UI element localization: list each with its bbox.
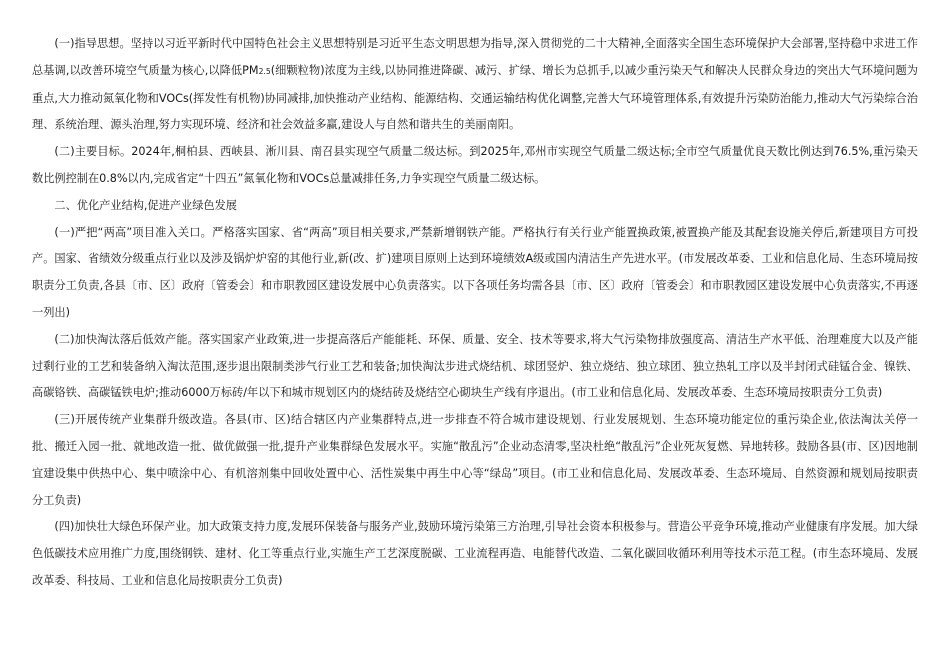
pm-subscript: 2.5 xyxy=(258,66,271,76)
section-heading: 二、优化产业结构,促进产业绿色发展 xyxy=(54,198,237,212)
paragraph-strict-access: (一)严把“两高”项目准入关口。严格落实国家、省“两高”项目相关要求,严禁新增钢铁产能。严格执行有关行业产能置换政策,被置换产能及其配套设施关停后,新建项目方可投产。国家、省绩效分级重点行业以及涉及锅炉炉窑的其他行业,新(改、扩)建项目原则上达到环境绩效A级或国内清洁生产先进水平。(市发展改革委、工业和信息化局、生态环境局按职责分工负责,各县〔市、区〕政府〔管委会〕和市职教园区建设发展中心负责落实。以下各项任务均需各县〔市、区〕政府〔管委会〕和市职教园区建设发展中心负责落实,不再逐一列出) xyxy=(32,225,918,319)
paragraph-industry-clusters: (三)开展传统产业集群升级改造。各县(市、区)结合辖区内产业集群特点,进一步排查不符合城市建设规划、行业发展规划、生态环境功能定位的重污染企业,依法淘汰关停一批、搬迁入园一批、就地改造一批、做优做强一批,提升产业集群绿色发展水平。实施“散乱污”企业动态清零,坚决杜绝“散乱污”企业死灰复燃、异地转移。鼓励各县(市、区)因地制宜建设集中供热中心、集中喷涂中心、有机溶剂集中回收处置中心、活性炭集中再生中心等“绿岛”项目。(市工业和信息化局、发展改革委、生态环境局、自然资源和规划局按职责分工负责) xyxy=(32,413,918,507)
paragraph-guiding-ideology xyxy=(32,31,918,139)
paragraph-eliminate-capacity: (二)加快淘汰落后低效产能。落实国家产业政策,进一步提高落后产能能耗、环保、质量、安全、技术等要求,将大气污染物排放强度高、清洁生产水平低、治理难度大以及产能过剩行业的工艺和装备纳入淘汰范围,逐步退出限制类涉气行业工艺和装备;加快淘汰步进式烧结机、球团竖炉、独立烧结、独立球团、独立热轧工序以及半封闭式硅锰合金、镍铁、高碳铬铁、高碳锰铁电炉;推动6000万标砖/年以下和城市规划区内的烧结砖及烧结空心砌块生产线有序退出。(市工业和信息化局、发展改革委、生态环境局按职责分工负责) xyxy=(32,332,918,400)
guiding-ideology-text-after: (细颗粒物)浓度为主线,以协同推进降碳、减污、扩绿、增长为总抓手,以减少重污染天气和解决人民群众身边的突出大气环境问题为重点,大力推动氮氧化物和VOCs(挥发性有机物)协同减排,加快推动产业结构、能源结构、交通运输结构优化调整,完善大气环境管理体系,有效提升污染防治能力,推动大气污染综合治理、系统治理、源头治理,努力实现环境、经济和社会效益多赢,建设人与自然和谐共生的美丽南阳。 xyxy=(32,63,918,132)
paragraph-main-targets: (二)主要目标。2024年,桐柏县、西峡县、淅川县、南召县实现空气质量二级达标。到2025年,邓州市实现空气质量二级达标;全市空气质量优良天数比例达到76.5%,重污染天数比例控制在0.8%以内,完成省定“十四五”氮氧化物和VOCs总量减排任务,力争实现空气质量二级达标。 xyxy=(32,145,918,185)
paragraph-green-industry: (四)加快壮大绿色环保产业。加大政策支持力度,发展环保装备与服务产业,鼓励环境污染第三方治理,引导社会资本积极参与。营造公平竞争环境,推动产业健康有序发展。加大绿色低碳技术应用推广力度,围绕钢铁、建材、化工等重点行业,实施生产工艺深度脱碳、工业流程再造、电能替代改造、二氧化碳回收循环利用等技术示范工程。(市生态环境局、发展改革委、科技局、工业和信息化局按职责分工负责) xyxy=(32,520,918,587)
guiding-ideology-text-before: (一)指导思想。坚持以习近平新时代中国特色社会主义思想特别是习近平生态文明思想为指导,深入贯彻党的二十大精神,全面落实全国生态环境保护大会部署,坚持稳中求进工作总基调,以改善环境空气质量为核心,以降低PM xyxy=(32,37,918,77)
